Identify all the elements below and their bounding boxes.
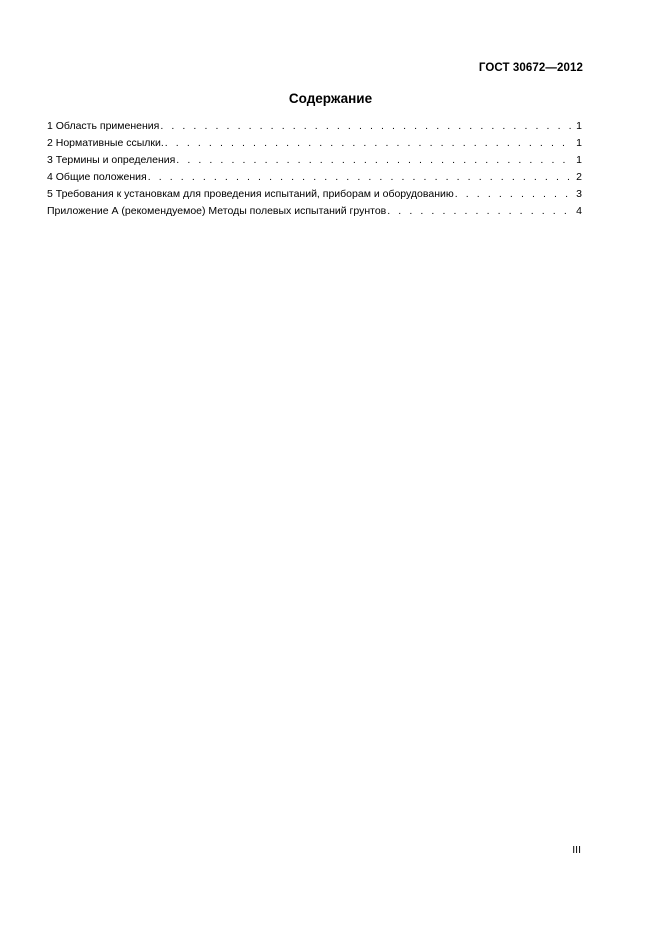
- toc-entry-page: 1: [576, 120, 582, 132]
- toc-entry-scope[interactable]: [47, 118, 582, 135]
- toc-entry-page: 3: [576, 188, 582, 200]
- table-of-contents: [47, 118, 582, 220]
- toc-entry-general-provisions[interactable]: [47, 169, 582, 186]
- toc-entry-title: 4 Общие положения: [47, 171, 147, 183]
- page-number: III: [572, 844, 581, 856]
- toc-dot-leader: [176, 152, 573, 169]
- document-code: ГОСТ 30672—2012: [478, 62, 583, 74]
- toc-entry-title: 1 Область применения: [47, 120, 160, 132]
- toc-dot-leader: [455, 186, 573, 203]
- toc-entry-title: 5 Требования к установкам для проведения испытаний, приборам и оборудованию: [47, 188, 454, 200]
- toc-entry-page: 1: [576, 154, 582, 166]
- toc-dot-leader: [165, 135, 573, 152]
- toc-entry-normative-references[interactable]: [47, 135, 582, 152]
- toc-entry-title: Приложение А (рекомендуемое) Методы полевых испытаний грунтов: [47, 205, 387, 217]
- toc-dot-leader: [387, 203, 573, 220]
- toc-dot-leader: [148, 169, 573, 186]
- toc-entry-page: 2: [576, 171, 582, 183]
- toc-entry-appendix-a[interactable]: [47, 203, 582, 220]
- toc-entry-terms-definitions[interactable]: [47, 152, 582, 169]
- toc-dot-leader: [160, 118, 573, 135]
- toc-entry-title: 2 Нормативные ссылки.: [47, 137, 164, 149]
- toc-entry-title: 3 Термины и определения: [47, 154, 176, 166]
- toc-entry-page: 1: [576, 137, 582, 149]
- toc-entry-page: 4: [576, 205, 582, 217]
- toc-entry-equipment-requirements[interactable]: [47, 186, 582, 203]
- toc-heading: Содержание: [288, 91, 373, 106]
